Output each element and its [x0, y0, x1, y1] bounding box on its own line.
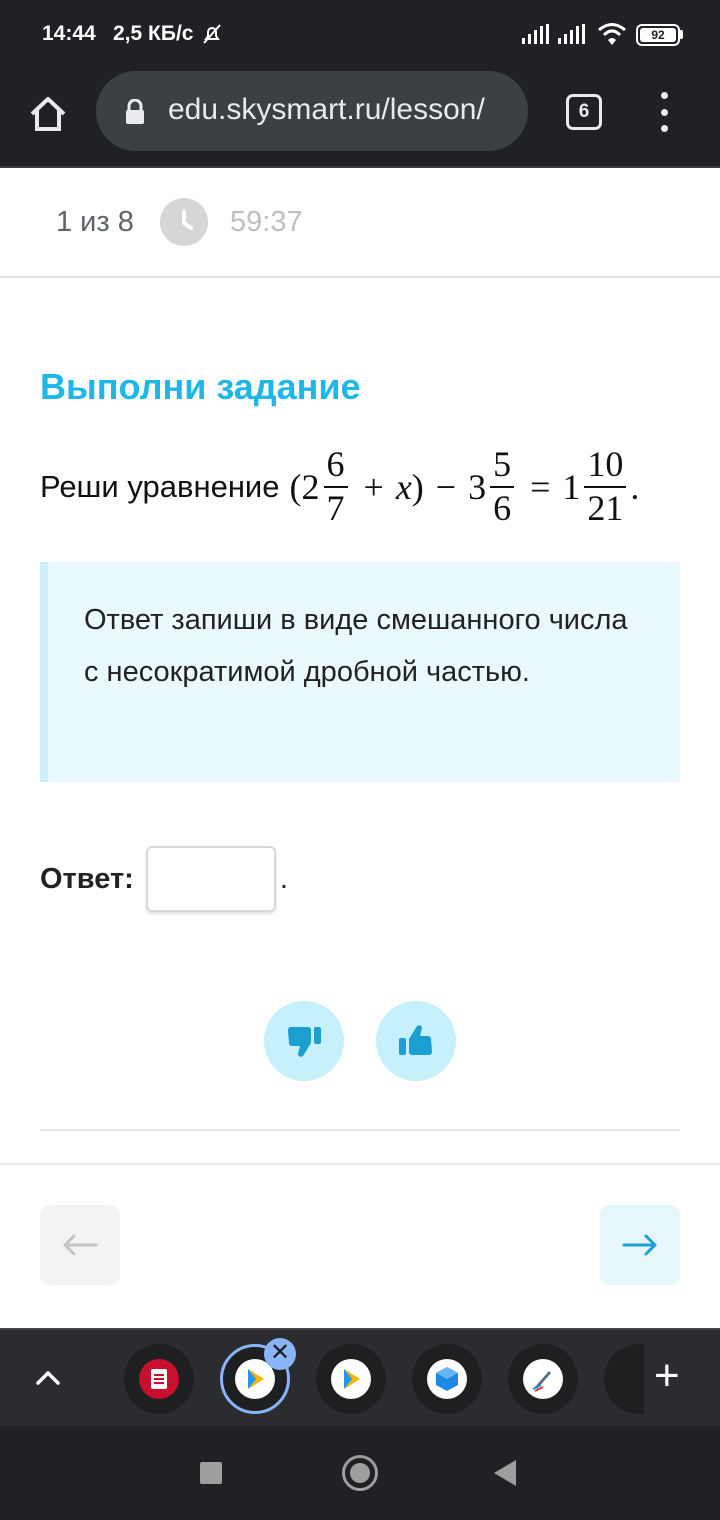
- thumbs-up-icon: [396, 1021, 436, 1061]
- fraction-c-denominator: 21: [587, 488, 624, 528]
- chevron-up-icon[interactable]: [30, 1360, 66, 1396]
- fraction-b: [490, 446, 514, 528]
- clock-icon: [160, 198, 208, 246]
- fraction-c-numerator: 10: [584, 446, 626, 488]
- fraction-a: [324, 446, 348, 528]
- fraction-a-numerator: 6: [324, 446, 348, 488]
- close-bubble-button[interactable]: ✕: [264, 1338, 296, 1370]
- bubble-play-app[interactable]: [316, 1344, 386, 1414]
- bubble-cube-app[interactable]: [412, 1344, 482, 1414]
- mixed-c-whole: 1: [562, 467, 581, 507]
- home-nav-icon[interactable]: [342, 1455, 378, 1491]
- recents-icon[interactable]: [200, 1462, 222, 1484]
- minus-sign: −: [435, 467, 457, 507]
- muted-bell-icon: [200, 22, 224, 46]
- fraction-b-denominator: 6: [493, 488, 512, 528]
- answer-suffix: .: [279, 862, 288, 895]
- bubble-document-app[interactable]: [124, 1344, 194, 1414]
- divider-footer: [0, 1163, 720, 1165]
- fraction-b-numerator: 5: [490, 446, 514, 488]
- browser-toolbar: [0, 70, 720, 168]
- status-network-speed: 2,5 КБ/с: [113, 22, 194, 45]
- prev-task-button[interactable]: [40, 1205, 120, 1285]
- dislike-button[interactable]: [264, 1001, 344, 1081]
- fraction-a-denominator: 7: [326, 488, 345, 528]
- answer-row: [40, 846, 288, 912]
- url-text[interactable]: edu.skysmart.ru/lesson/: [168, 93, 485, 126]
- tab-switcher-button[interactable]: 6: [566, 94, 602, 130]
- paren-close: ): [411, 467, 424, 507]
- hint-text: Ответ запиши в виде смешанного числа с несократимой дробной частью.: [84, 604, 628, 688]
- equation-period: .: [630, 467, 640, 507]
- timer: 59:37: [230, 206, 303, 238]
- add-bubble-button[interactable]: +: [654, 1351, 680, 1400]
- task-equation: [40, 440, 639, 534]
- answer-label: Ответ:: [40, 862, 134, 895]
- math-expression: [290, 446, 640, 528]
- lesson-progress: [0, 170, 720, 278]
- bubble-rocket-app[interactable]: [508, 1344, 578, 1414]
- equals-sign: =: [530, 467, 551, 507]
- bubble-bar: [0, 1328, 720, 1426]
- home-button[interactable]: [22, 88, 74, 140]
- address-bar[interactable]: [96, 71, 528, 151]
- home-icon: [28, 94, 68, 134]
- more-vert-icon[interactable]: [650, 92, 678, 132]
- mixed-b-whole: 3: [468, 467, 487, 507]
- answer-input[interactable]: [146, 846, 276, 912]
- thumbs-down-icon: [284, 1021, 324, 1061]
- divider: [40, 1129, 680, 1131]
- cube-app-icon: [427, 1359, 467, 1399]
- task-counter: 1 из 8: [56, 206, 134, 238]
- back-icon[interactable]: [494, 1460, 516, 1486]
- signal-icon-2: [558, 24, 586, 44]
- hint-box: [40, 562, 680, 782]
- arrow-left-icon: [62, 1233, 98, 1257]
- task-title: Выполни задание: [40, 366, 361, 407]
- signal-icon: [522, 24, 550, 44]
- document-app-icon: [139, 1359, 179, 1399]
- status-time: 14:44: [42, 22, 96, 45]
- fraction-c: [584, 446, 626, 528]
- next-task-button[interactable]: [600, 1205, 680, 1285]
- rocket-app-icon: [523, 1359, 563, 1399]
- status-bar: [0, 0, 720, 70]
- like-button[interactable]: [376, 1001, 456, 1081]
- battery-icon: [636, 24, 680, 46]
- variable-x: x: [395, 467, 412, 507]
- system-nav-bar: [0, 1426, 720, 1520]
- wifi-icon: [597, 22, 627, 46]
- mixed-a-whole: 2: [301, 467, 320, 507]
- arrow-right-icon: [622, 1233, 658, 1257]
- equation-prompt: Реши уравнение: [40, 469, 280, 504]
- battery-level: 92: [640, 28, 676, 42]
- paren-open: (: [289, 467, 302, 507]
- battery-tip: [680, 30, 683, 39]
- plus-sign: +: [363, 467, 384, 507]
- bubble-partial[interactable]: [604, 1344, 644, 1414]
- play-app-icon-2: [331, 1359, 371, 1399]
- lock-icon: [124, 99, 146, 125]
